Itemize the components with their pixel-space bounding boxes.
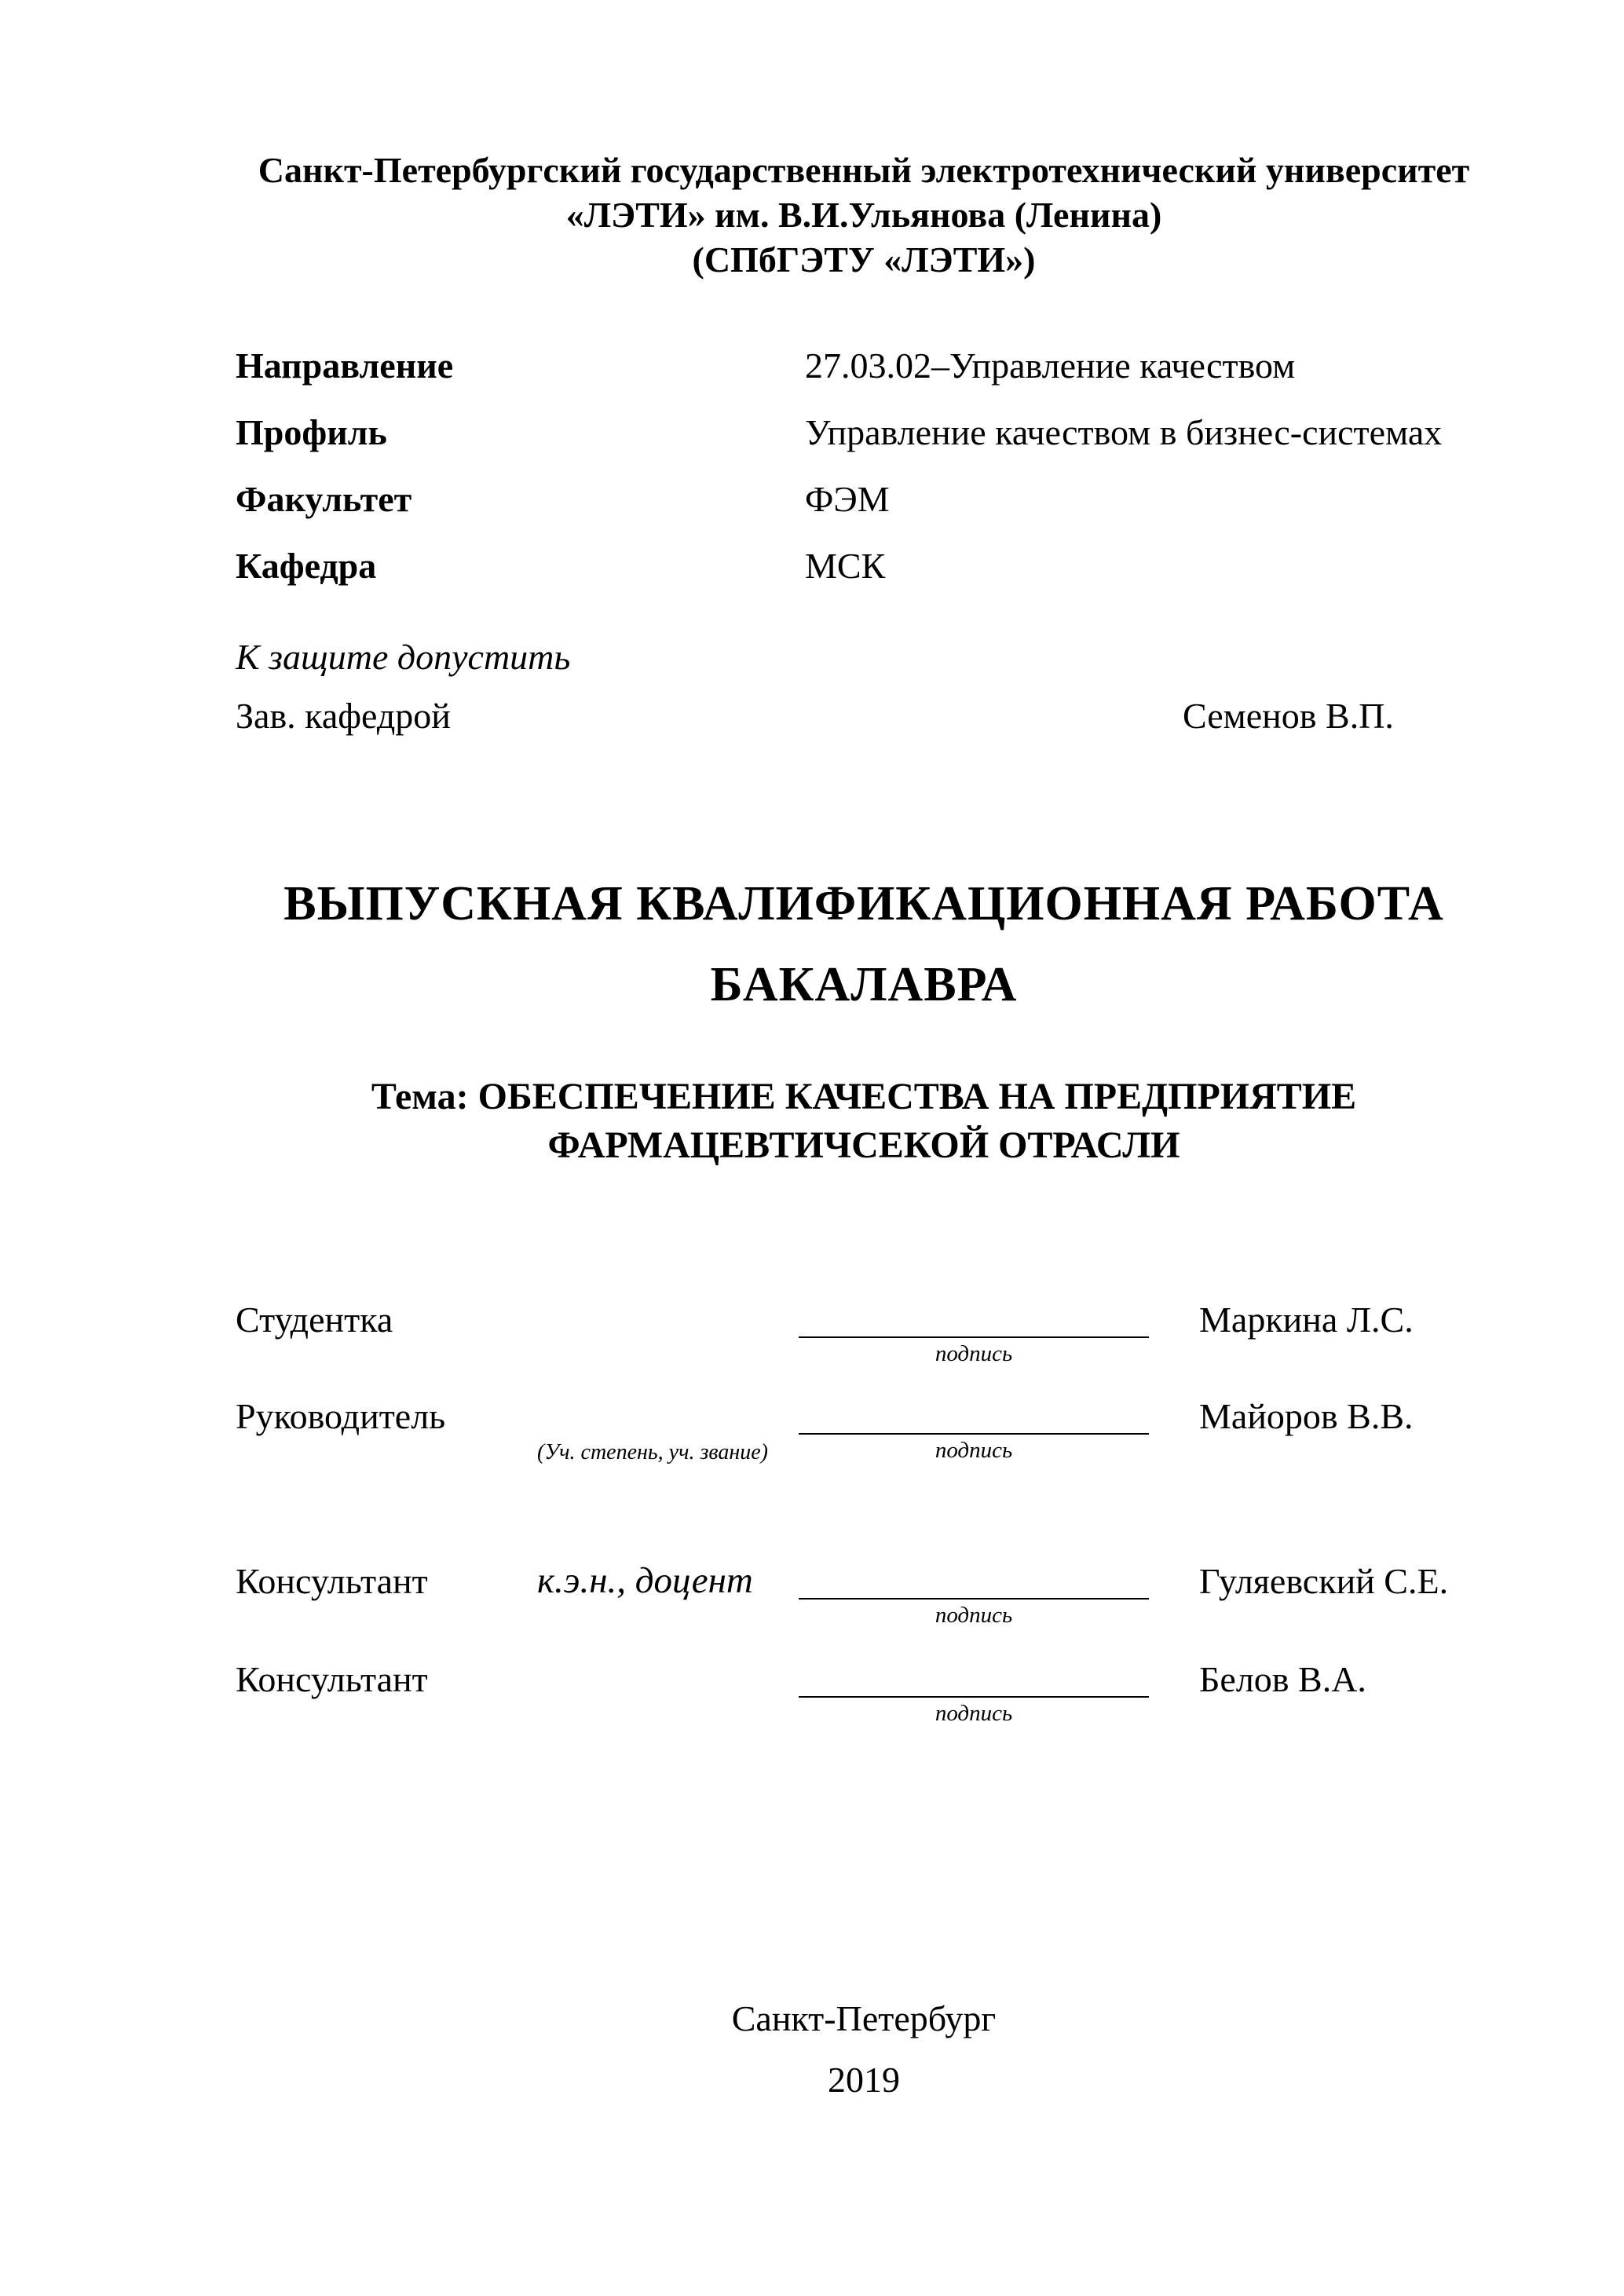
- page-title: ВЫПУСКНАЯ КВАЛИФИКАЦИОННАЯ РАБОТА: [283, 877, 1444, 930]
- department-head-label: Зав. кафедрой: [236, 696, 451, 736]
- department-value: МСК: [805, 546, 886, 586]
- program-info-table: [236, 343, 1492, 610]
- profile-value: Управление качеством в бизнес-системах: [805, 412, 1443, 452]
- signature-row-student: [236, 1297, 1492, 1368]
- signature-caption: подпись: [935, 1603, 1013, 1628]
- consultant-2-name: Белов В.А.: [1199, 1659, 1366, 1699]
- admit-to-defense-line: К защите допустить: [236, 637, 571, 677]
- signature-block: [236, 1297, 1492, 1727]
- thesis-theme-line: ФАРМАЦЕВТИЧСЕКОЙ ОТРАСЛИ: [547, 1124, 1180, 1166]
- profile-label: Профиль: [236, 412, 387, 452]
- faculty-value: ФЭМ: [805, 479, 890, 519]
- department-head-name: Семенов В.П.: [1183, 696, 1394, 736]
- direction-label: Направление: [236, 345, 454, 386]
- supervisor-role-label: Руководитель: [236, 1396, 446, 1436]
- signature-row-supervisor: [236, 1394, 1492, 1476]
- thesis-theme-line: Тема: ОБЕСПЕЧЕНИЕ КАЧЕСТВА НА ПРЕДПРИЯТИЕ: [371, 1076, 1357, 1117]
- signature-line: [799, 1559, 1149, 1600]
- signature-field: [799, 1657, 1149, 1727]
- consultant-role-label: Консультант: [236, 1561, 428, 1601]
- student-role-label: Студентка: [236, 1300, 393, 1340]
- table-row-direction: [236, 343, 1492, 410]
- signature-field: [799, 1297, 1149, 1367]
- consultant-degree-text: к.э.н., доцент: [537, 1560, 753, 1601]
- signature-field: [799, 1394, 1149, 1464]
- footer: [236, 1996, 1492, 2102]
- table-row-faculty: [236, 477, 1492, 543]
- table-row-profile: [236, 410, 1492, 477]
- direction-value: 27.03.02–Управление качеством: [805, 345, 1296, 386]
- signature-caption: подпись: [935, 1341, 1013, 1366]
- signature-row-consultant-2: [236, 1657, 1492, 1727]
- signature-row-consultant-1: [236, 1559, 1492, 1629]
- footer-city: Санкт-Петербург: [731, 1998, 997, 2038]
- university-header: [236, 148, 1492, 282]
- supervisor-name: Майоров В.В.: [1199, 1396, 1414, 1436]
- signature-field: [799, 1559, 1149, 1629]
- footer-year: 2019: [828, 2060, 900, 2100]
- consultant-1-name: Гуляевский С.Е.: [1199, 1561, 1449, 1601]
- signature-line: [799, 1657, 1149, 1698]
- university-abbreviation: (СПбГЭТУ «ЛЭТИ»): [692, 239, 1036, 280]
- department-head-row: [236, 693, 1492, 738]
- table-row-department: [236, 543, 1492, 610]
- signature-line: [799, 1297, 1149, 1338]
- page-title-degree: БАКАЛАВРА: [710, 958, 1018, 1011]
- university-name-line: «ЛЭТИ» им. В.И.Ульянова (Ленина): [565, 195, 1162, 235]
- university-name-line: Санкт-Петербургский государственный электротехнический университет: [258, 150, 1470, 190]
- department-label: Кафедра: [236, 546, 377, 586]
- signature-caption: подпись: [935, 1701, 1013, 1726]
- signature-line: [799, 1394, 1149, 1435]
- student-name: Маркина Л.С.: [1199, 1300, 1414, 1340]
- thesis-theme: [236, 1073, 1492, 1170]
- consultant-role-label: Консультант: [236, 1659, 428, 1699]
- faculty-label: Факультет: [236, 479, 412, 519]
- academic-degree-hint: (Уч. степень, уч. звание): [537, 1440, 768, 1464]
- signature-caption: подпись: [935, 1438, 1013, 1463]
